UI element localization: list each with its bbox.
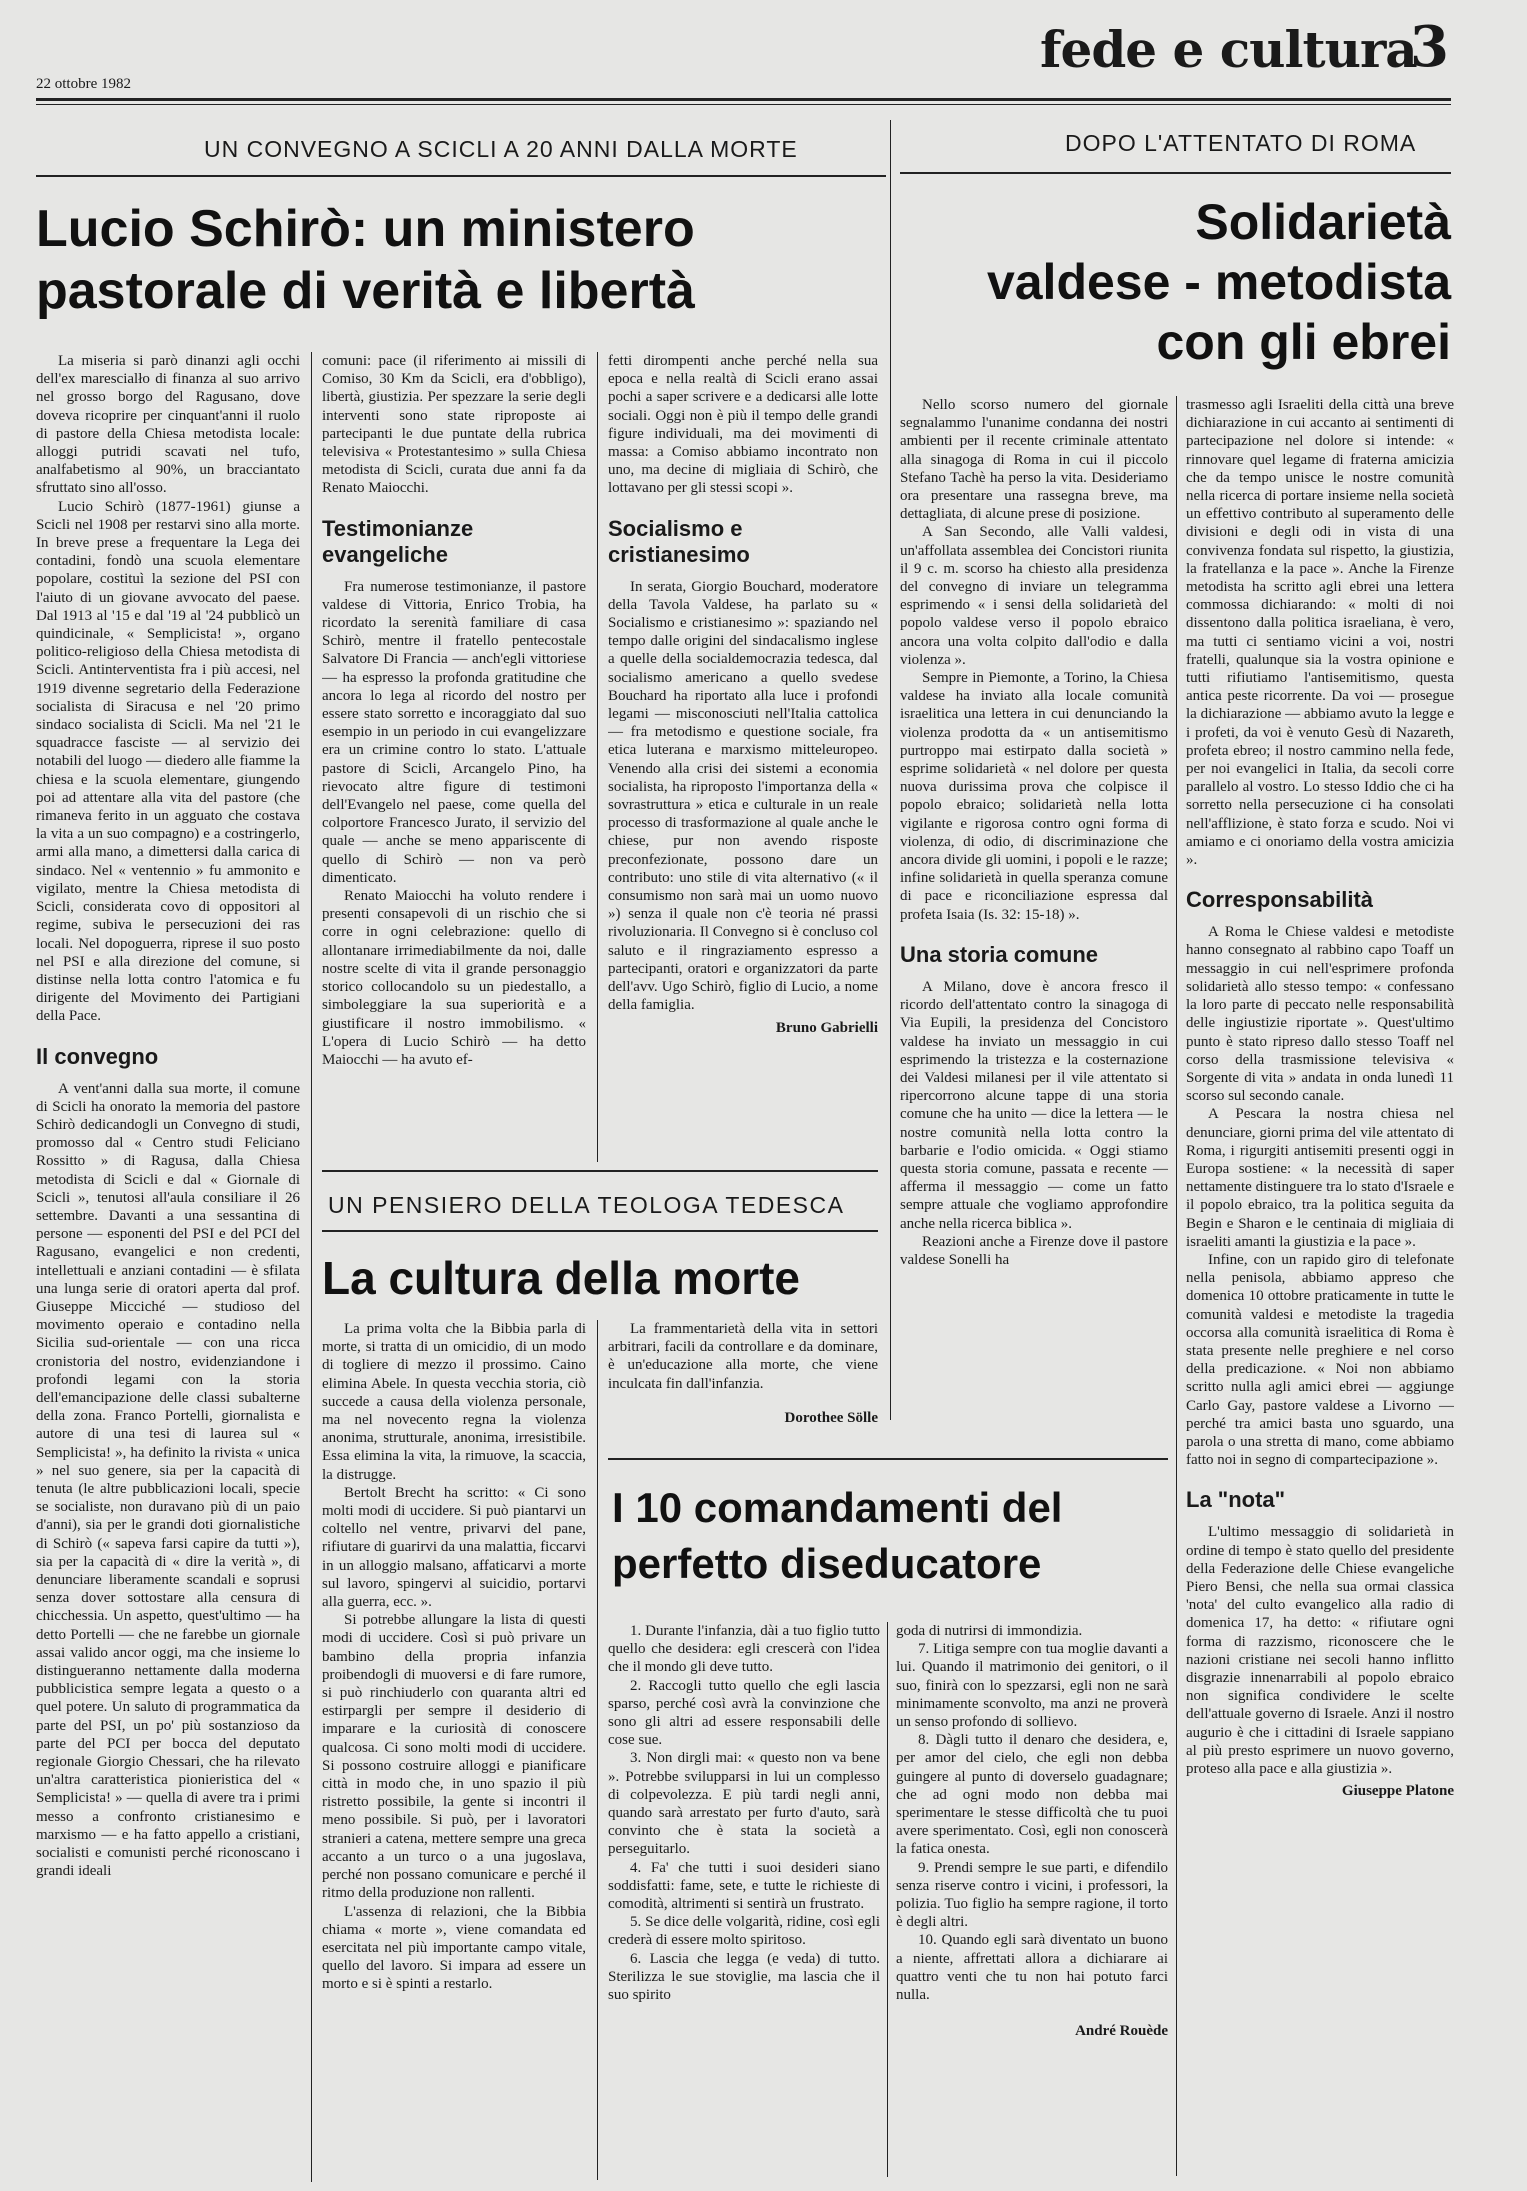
paragraph: La prima volta che la Bibbia parla di morte, si tratta di un omicidio, di un modo di togliere di mezzo il prossimo. Caino elimina Abele. In questa vecchia storia, ciò succede a causa della violenza personale, ma nel novecento regna la violenza anonima, strutturale, anonima, irresistibile. Essa elimina la vita, la rimuove, la scaccia, la distrugge.	[322, 1321, 586, 1483]
subheading-convegno: Il convegno	[36, 1043, 159, 1069]
masthead-rule-thin	[36, 104, 1451, 105]
article1-title-line2: pastorale di verità e libertà	[36, 262, 695, 320]
paragraph: A Pescara la nostra chiesa nel denunciare, giorni prima del vile attentato di Roma, i rigurgiti antisemiti presenti oggi in Europa sostiene: « la necessità di saper nettamente distinguere tra lo stato d'Israele e il popolo ebraico, tra la politica seguita da Begin e Sharon e le centinaia di migliaia di israeliti amanti la giustizia e la pace ».	[1186, 1106, 1454, 1250]
article4-signature: André Rouède	[1075, 2023, 1168, 2040]
article-separator	[890, 120, 891, 1420]
paragraph: La miseria si parò dinanzi agli occhi dell'ex marescialło di finanza al suo arrivo nel grosso borgo del Ragusano, dove doveva ricoprire per cinquant'anni il ruolo di pastore della Chiesa metodista locale: alloggi putridi scavati nel tufo, analfabetismo al 90%, un bracciantato sfruttato sino all'osso.	[36, 353, 300, 497]
article2-column-2	[1186, 396, 1454, 2191]
list-item: 5. Se dice delle volgarità, ridine, così egli crederà di essere molto spiritoso.	[608, 1914, 880, 1949]
paragraph: Lucio Schirò (1877-1961) giunse a Scicli nel 1908 per restarvi sino alla morte. In breve prese a frequentare la Lega dei contadini, fondò una scuola elementare popolare, costituì la sezione del PSI con l'aiuto di un giovane avvocato del paese. Dal 1913 al '15 e dal '19 al '24 pubblicò un quindicinale, « Semplicista! », organo politico-religioso della Chiesa metodista di Scicli. Antinterventista fra i più accesi, nel 1919 divenne segretario della Federazione socialista di Siracusa e nel '20 primo sindaco socialista di Scicli. Ma nel '21 le squadracce fasciste — al servizio dei notabili del luogo — diedero alle fiamme la chiesa e la scuola elementare, giungendo poi ad attentare alla vita del pastore (che rimaneva ferito in un agguato che costava la vita a un suo compagno) e a costringerlo, armi alla mano, a dimettersi dalla carica di sindaco. Nel « ventennio » fu ammonito e vigilato, mentre la Chiesa metodista di Scicli, considerata covo di oppositori al regime, subiva le persecuzioni dei ras locali. Nel dopoguerra, riprese il suo posto nel PSI e alla direzione del comune, si distinse nella lotta contro l'atomica e fu dirigente del Movimento dei Partigiani della Pace.	[36, 498, 300, 1025]
list-item: 10. Quando egli sarà diventato un buono a niente, affrettati allora a dichiarare ai quattro venti che tu non hai potuto farci nulla.	[896, 1932, 1168, 2004]
article4-column-2	[896, 1622, 1168, 2182]
list-item: 3. Non dirgli mai: « questo non va bene ». Potrebbe svilupparsi in lui un complesso di colpevolezza. E più tardi negli anni, quando sarà arrestato per furto d'auto, sarà convinto che è stata la società a perseguitarlo.	[608, 1750, 880, 1858]
article4-title-line1: I 10 comandamenti del	[612, 1484, 1063, 1531]
subheading-socialismo: Socialismo e cristianesimo	[608, 515, 750, 567]
page-number: 3	[1410, 14, 1449, 80]
paragraph: La frammentarietà della vita in settori arbitrari, facili da controllare e da dominare, è un'educazione alla morte, che viene inculcata fin dall'infanzia.	[608, 1321, 878, 1392]
list-item: 7. Litiga sempre con tua moglie davanti a lui. Quando il matrimonio dei genitori, o il suo, finirà con lo spezzarsi, egli non ne sarà minimamente sconvolto, ma anzi ne proverà un senso profondo di sollievo.	[896, 1641, 1168, 1731]
paragraph: fetti dirompenti anche perché nella sua epoca e nella realtà di Scicli erano assai pochi a saper scrivere e a dedicarsi alle lotte sociali. Oggi non è più il tempo delle grandi figure individuali, ma dei movimenti di massa: a Comiso abbiamo incontrato non uno, ma decine di migliaia di Schirò, che lottavano per gli stessi scopi ».	[608, 353, 878, 497]
article1-signature: Bruno Gabrielli	[775, 1019, 878, 1036]
article2-kicker: DOPO L'ATTENTATO DI ROMA	[1065, 130, 1417, 156]
article3-kicker: UN PENSIERO DELLA TEOLOGA TEDESCA	[328, 1192, 845, 1218]
list-item: 4. Fa' che tutti i suoi desideri siano soddisfatti: fame, sete, e tutte le richieste di comodità, altrimenti si sentirà un frustrato.	[608, 1859, 880, 1913]
article2-signature: Giuseppe Platone	[1341, 1783, 1454, 1800]
article4-top-rule	[608, 1458, 1168, 1460]
list-item: goda di nutrirsi di immondizia.	[896, 1623, 1083, 1639]
paragraph: In serata, Giorgio Bouchard, moderatore della Tavola Valdese, ha parlato su « Socialismo e cristianesimo »: spaziando nel tempo dalle origini del sindacalismo inglese a quelle della socialdemocrazia tedesca, dal socialismo americano a quello svedese Bouchard ha riportato alla luce i profondi legami — misconosciuti nell'Italia cattolica — fra metodismo e questione sociale, fra etica luterana e marxismo mitteleuropeo. Venendo alla crisi dei sistemi a economia socialista, ha riproposto l'importanza della « sovrastruttura » etica e culturale in un reale processo di trasformazione al quale anche le chiese, pur non avendo risposte preconfezionate, possono dare un contributo: uno stile di vita alternativo (« il consumismo non sarà mai un uomo nuovo ») senza il quale non c'è teoria né prassi rivoluzionaria. Il Convegno si è concluso col saluto e il ringraziamento espresso a partecipanti, oratori e organizzatori da parte dell'avv. Ugo Schirò, figlio di Lucio, a nome della famiglia.	[608, 578, 878, 1014]
article2-kicker-rule	[900, 172, 1451, 174]
masthead-rule	[36, 98, 1451, 101]
list-item: 8. Dàgli tutto il denaro che desidera, e, per amor del cielo, che egli non debba guingere al punto di doverselo guadagnare; che ad ogni modo non debba mai sperimentare le stesse difficoltà che tu puoi avere sperimentato. Così, egli non conoscerà la fatica onesta.	[896, 1732, 1168, 1858]
paragraph: A vent'anni dalla sua morte, il comune di Scicli ha onorato la memoria del pastore Schirò dedicandogli un Convegno di studi, promosso dal « Centro studi Feliciano Rossitto » di Ragusa, dalla Chiesa metodista di Scicli e dal « Giornale di Scicli », tenutosi all'aula consiliare il 26 settembre. Davanti a una sessantina di persone — esponenti del PSI e del PCI del Ragusano, evangelici e non credenti, intellettuali e anziani contadini — è sfilata una lunga serie di oratori aperta dal prof. Giuseppe Micciché — studioso del movimento operaio e contadino nella Sicilia sud-orientale — con una ricca cronistoria del nostro, evidenziandone i profondi legami con la storia dell'emancipazione delle classi subalterne della zona. Franco Portelli, giornalista e autore di una tesi di laurea sul « Semplicista! », ha definito la rivista « unica » nel suo genere, sia per la capacità di tenuta (le altre pubblicazioni locali, specie se socialiste, non duravano più di un paio d'anni), sia per le grandi doti giornalistiche di Schirò (« sapeva farsi capire da tutti »), sia per la capacità di « dire la verità », di denunciare liberamente scandali e soprusi senza dover sottostare alla censura di chicchessia. Un aspetto, quest'ultimo — ha detto Portelli — che ne farebbe un giornale assai valido ancor oggi, ma che insieme lo distingueranno nettamente dalla moderna pubblicistica sempre legata a questo o a quel potere. Un saluto di programmatica da parte del PSI, un po' più sostanzioso da parte del PCI per bocca del deputato regionale Giorgio Chessari, che ha rilevato un'altra caratteristica pionieristica del « Semplicista! » — quella di avere tra i primi messo a confronto cristianesimo e marxismo — e ha fatto appello a cristiani, socialisti e comunisti perché riconoscano i grandi ideali	[36, 1080, 300, 1880]
list-item: 9. Prendi sempre le sue parti, e difendilo senza riserve contro i vicini, i professori, la polizia. Tuo figlio ha sempre ragione, il torto è degli altri.	[896, 1859, 1168, 1931]
paragraph: Infine, con un rapido giro di telefonate nella penisola, abbiamo appreso che domenica 10 ottobre praticamente in tutte le comunità valdesi e metodiste la tragedia occorsa alla comunità israelitica di Roma è stata presente nelle preghiere e nel corso della predicazione. « Noi non abbiamo scritto nulla agli amici ebrei — aggiunge Carlo Gay, pastore valdese a Livorno — perché tra amici basta uno sguardo, una parola o una stretta di mano, come abbiamo fatto noi in segno di compartecipazione ».	[1186, 1251, 1454, 1469]
article1-kicker-rule	[36, 175, 886, 177]
article1-title	[36, 198, 695, 322]
subheading-testimonianze: Testimonianze evangeliche	[322, 515, 474, 567]
paragraph: Fra numerose testimonianze, il pastore valdese di Vittoria, Enrico Trobia, ha ricordato la serenità familiare di casa Schirò, mentre il fratello pentecostale Salvatore Di Francia — anch'egli vittoriese — ha espresso la profonda gratitudine che ancora lo lega al ricordo del nostro per essere stato sorretto e incoraggiato dal suo esempio in un periodo in cui evangelizzare era un crimine contro lo stato. L'attuale pastore di Scicli, Arcangelo Pino, ha rievocato altre figure di testimoni dell'Evangelo nel paese, come quella del colportore Francesco Jurato, il servizio del quale — anche se meno appariscente di quello di Schirò — non va però dimenticato.	[322, 578, 586, 886]
column-rule	[887, 1622, 888, 2177]
article3-top-rule	[322, 1170, 878, 1172]
paragraph: A Roma le Chiese valdesi e metodiste hanno consegnato al rabbino capo Toaff un messaggio in cui nell'esprimere profonda solidarietà allo stesso tempo: « confessano la loro parte di peccato nelle responsabilità delle ingiustizie riportate ». Quest'ultimo punto è stato ripreso dallo stesso Toaff nel corso della trasmissione televisiva « Sorgente di vita » andata in onda lunedì 11 scorso sul secondo canale.	[1186, 924, 1454, 1105]
article1-column-2	[322, 352, 586, 1162]
subheading-corresponsabilita: Corresponsabilità	[1186, 887, 1374, 913]
paragraph: Si potrebbe allungare la lista di questi modi di uccidere. Così si può privare un bambino della propria infanzia proibendogli di muoversi e di fare rumore, si può rinchiuderlo con quaranta altri ed estirpargli per sempre il desiderio di imparare e la curiosità di conoscere qualcosa. Ci sono molti modi di uccidere. Si possono costruire alloggi e pianificare città in modo che, in uno spazio il più ristretto possibile, la gente si incontri il meno possibile. Si può, per i lavoratori stranieri a catena, mettere sempre una greca accanto a un turco o a una jugoslava, perché non possano comunicare e perché il ritmo della produzione non rallenti.	[322, 1612, 586, 1902]
column-rule	[311, 352, 312, 2182]
paragraph: L'assenza di relazioni, che la Bibbia chiama « morte », viene comandata ed esercitata nel più importante campo vitale, quello del lavoro. Si impara ad essere un morto e si è spinti a restarlo.	[322, 1903, 586, 1993]
paragraph: Sempre in Piemonte, a Torino, la Chiesa valdese ha inviato alla locale comunità israelitica una lettera in cui denunciando la violenza prodotta da « un antisemitismo purtroppo mai estirpato dalla società » esprime solidarietà « nel dolore per questa nuova durissima prova che colpisce il popolo ebraico; solidarietà nella lotta vigilante e rigorosa contro ogni forma di violenza, di odio, di discriminazione che ancora divide gli uomini, i popoli e le razze; infine solidarietà in quella speranza comune di pace e riconciliazione espressa dal profeta Isaia (Is. 32: 15-18) ».	[900, 670, 1168, 923]
article4-column-1	[608, 1622, 880, 2182]
article3-kicker-rule	[322, 1230, 878, 1232]
paragraph: comuni: pace (il riferimento ai missili di Comiso, 30 Km da Scicli, era d'obbligo), libertà, giustizia. Per spezzare la serie degli interventi sono state riproposte ai partecipanti le due puntate della rubrica televisiva « Protestantesimo » sulla Chiesa metodista di Scicli, curata due anni fa da Renato Maiocchi.	[322, 353, 586, 497]
paragraph: Nello scorso numero del giornale segnalammo l'unanime condanna dei nostri ambienti per il recente criminale attentato alla sinagoga di Roma in cui il piccolo Stefano Tachè ha perso la vita. Desideriamo ora presentare una rassegna breve, ma dettagliata, di alcune prese di posizione.	[900, 397, 1168, 523]
paragraph: L'ultimo messaggio di solidarietà in ordine di tempo è stato quello del presidente della Federazione delle Chiese evangeliche Piero Bensi, che nella sua ormai classica 'nota' del culto evangelico alla radio di domenica 17, ha detto: « rifiutare ogni forma di razzismo, riconoscere che le nazioni cristiane nei secoli hanno inflitto disgrazie innenarrabili al popolo ebraico non significa condividere le scelte dell'attuale governo di Israele. Anzi il nostro augurio è che i cittadini di Israele sappiano al più presto esprimere un nuovo governo, proteso alla pace e alla giustizia ».	[1186, 1524, 1454, 1778]
list-item: 1. Durante l'infanzia, dài a tuo figlio tutto quello che desidera: egli crescerà con l'idea che il mondo gli deve tutto.	[608, 1623, 880, 1676]
paragraph: A Milano, dove è ancora fresco il ricordo dell'attentato contro la sinagoga di Via Eupili, la presidenza del Concistoro valdese ha inviato un messaggio in cui esprimendo la tristezza e la costernazione dei Valdesi milanesi per il vile attentato si ripercorrono alcune tappe di una storia comune che ha unito — dice la lettera — le nostre comunità nella lotta contro la barbarie e l'odio omicida. « Oggi stiamo questa storia comune, passata e recente — afferma il messaggio — come un fatto sempre attuale che vogliamo approfondire anche nella ricerca biblica ».	[900, 978, 1168, 1232]
article3-title: La cultura della morte	[322, 1252, 801, 1304]
article3-column-1	[322, 1320, 586, 2180]
column-rule	[1176, 396, 1177, 2176]
article2-column-1	[900, 396, 1168, 1401]
issue-date: 22 ottobre 1982	[36, 76, 131, 92]
article2-title	[900, 192, 1451, 372]
subheading-storia-comune: Una storia comune	[900, 941, 1099, 967]
paragraph: Renato Maiocchi ha voluto rendere i presenti consapevoli di un rischio che si corre in ogni celebrazione: quello di allontanare irrimediabilmente da noi, dalle nostre scelte di vita il grande personaggio storico collocandolo su un piedestallo, a simboleggiare la sua superiorità e a giustificare il nostro immobilismo. « L'opera di Lucio Schirò — ha detto Maiocchi — ha avuto ef-	[322, 888, 586, 1068]
article2-title-line3: con gli ebrei	[1156, 314, 1451, 370]
paragraph: trasmesso agli Israeliti della città una breve dichiarazione in cui accanto ai sentimenti di partecipazione nel dolore si intende: « rinnovare quel legame di fraterna amicizia che da tempo unisce le nostre comunità nella ricerca di portare insieme nella società un effettivo contributo al superamento delle divisioni e degli odi in vista di una convivenza fondata sul rispetto, la giustizia, la fratellanza e la pace ». Anche la Firenze metodista ha scritto agli ebrei una lettera commossa dichiarando: « molti di noi dissentono dalla politica israeliana, è vero, ma tutti ci sentiamo vicini a voi, nostri fratelli, qualunque sia la vostra opinione e tutti rifiutiamo l'antisemitismo, questa antica peste ricorrente. Da voi — prosegue la dichiarazione — abbiamo avuto la legge e i profeti, da voi è venuto Gesù di Nazareth, profeta ebreo; il nostro cammino nella fede, per noi evangelici in Italia, da secoli corre parallelo al vostro. Lo stesso Iddio che ci ha sorretto nella persecuzione ci ha consolati nell'afflizione, è stato forza e scudo. Noi vi amiamo e ci onoriamo della vostra amicizia ».	[1186, 397, 1454, 869]
section-title: fede e cultura	[1040, 20, 1417, 79]
article1-column-1	[36, 352, 300, 2187]
article1-kicker: UN CONVEGNO A SCICLI A 20 ANNI DALLA MORTE	[204, 136, 798, 162]
column-rule	[597, 352, 598, 1162]
paragraph: A San Secondo, alle Valli valdesi, un'affollata assemblea dei Concistori riunita il 9 c. m. scorso ha chiesto alla presidenza del convegno di inviare un telegramma esprimendo « i sensi della solidarietà del popolo valdese verso il popolo ebraico ancora una volta colpito dall'odio e dalla violenza ».	[900, 524, 1168, 668]
article2-title-line2: valdese - metodista	[986, 254, 1451, 310]
list-item: 6. Lascia che legga (e veda) di tutto. Sterilizza le sue stoviglie, ma lascia che il suo spirito	[608, 1950, 880, 2004]
article3-signature: Dorothee Sölle	[784, 1409, 878, 1426]
paragraph: Bertolt Brecht ha scritto: « Ci sono molti modi di uccidere. Si può piantarvi un coltello nel ventre, privarvi del pane, rifiutare di guarirvi da una malattia, ficcarvi in un alloggio malsano, affaticarvi a morte sul lavoro, spingervi al suicidio, portarvi alla guerra, ecc. ».	[322, 1484, 586, 1611]
article1-column-3	[608, 352, 878, 1167]
column-rule	[597, 1320, 598, 2180]
article4-title	[612, 1480, 1062, 1592]
article4-title-line2: perfetto diseducatore	[612, 1540, 1042, 1587]
list-item: 2. Raccogli tutto quello che egli lascia sparso, perché così avrà la convinzione che sono gli altri ad essere responsabili delle cose sue.	[608, 1677, 880, 1749]
article1-title-line1: Lucio Schirò: un ministero	[36, 200, 695, 258]
subheading-nota: La "nota"	[1186, 1487, 1286, 1513]
article3-column-2	[608, 1320, 878, 1460]
paragraph: Reazioni anche a Firenze dove il pastore valdese Sonelli ha	[900, 1233, 1168, 1268]
article2-title-line1: Solidarietà	[1195, 194, 1451, 250]
